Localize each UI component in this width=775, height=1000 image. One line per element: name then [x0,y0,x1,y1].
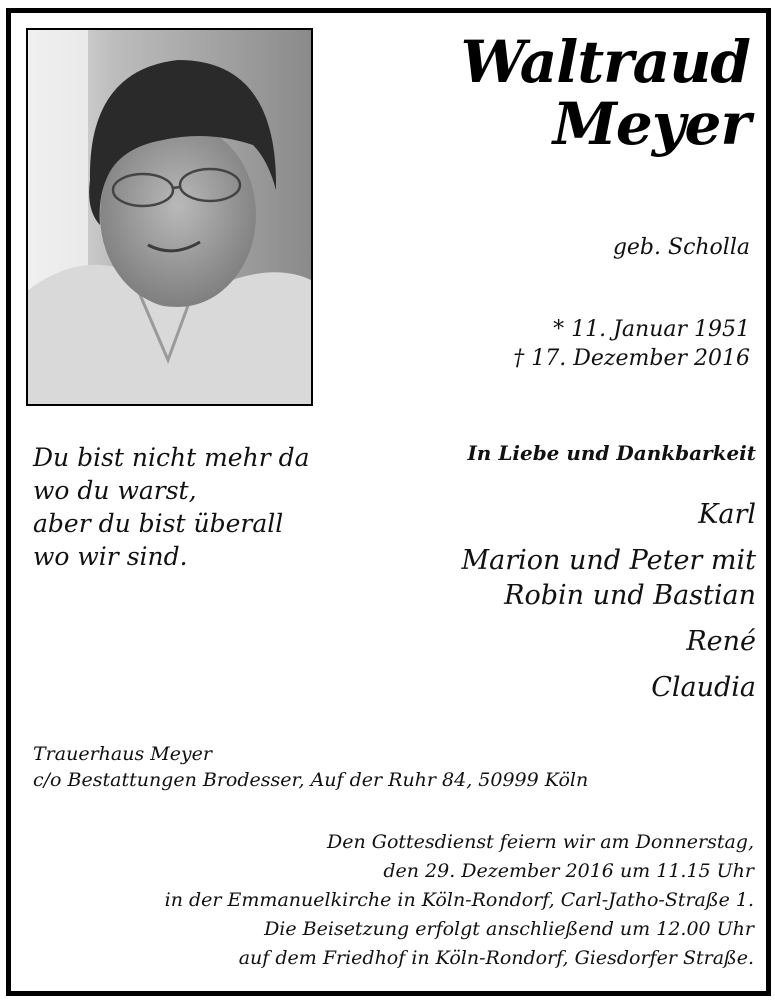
family-member: Claudia [651,672,756,703]
family-member: René [686,626,756,657]
mourning-house-name: Trauerhaus Meyer [33,743,212,765]
life-dates [513,315,750,373]
poem-line: aber du bist überall [33,509,284,538]
portrait-photo [26,28,313,406]
service-line: Den Gottesdienst feiern wir am Donnerstag, [327,831,754,853]
service-info [165,828,754,973]
service-line: den 29. Dezember 2016 um 11.15 Uhr [383,860,754,882]
mourning-house-address: c/o Bestattungen Brodesser, Auf der Ruhr 84, 50999 Köln [33,769,589,791]
birth-date: * 11. Januar 1951 [553,317,750,342]
family-member: Karl [698,499,756,530]
family-member: Marion und Peter mit [461,545,756,576]
obituary-card [6,8,771,996]
service-line: in der Emmanuelkirche in Köln-Rondorf, Carl-Jatho-Straße 1. [164,889,754,911]
poem [33,441,310,573]
poem-line: wo du warst, [33,476,197,505]
family-heading: In Liebe und Dankbarkeit [467,441,756,465]
first-name: Waltraud [460,28,750,96]
poem-line: wo wir sind. [33,542,188,571]
poem-line: Du bist nicht mehr da [33,443,310,472]
family-list [462,497,757,716]
service-line: auf dem Friedhof in Köln-Rondorf, Giesdorfer Straße. [238,947,754,969]
deceased-name [460,28,750,158]
death-date: † 17. Dezember 2016 [513,346,750,371]
service-line: Die Beisetzung erfolgt anschließend um 12.00 Uhr [264,918,754,940]
maiden-name: geb. Scholla [612,235,750,260]
mourning-house [33,741,588,793]
family-member-group [462,543,757,613]
family-member: Robin und Bastian [504,580,756,611]
last-name: Meyer [552,90,750,158]
